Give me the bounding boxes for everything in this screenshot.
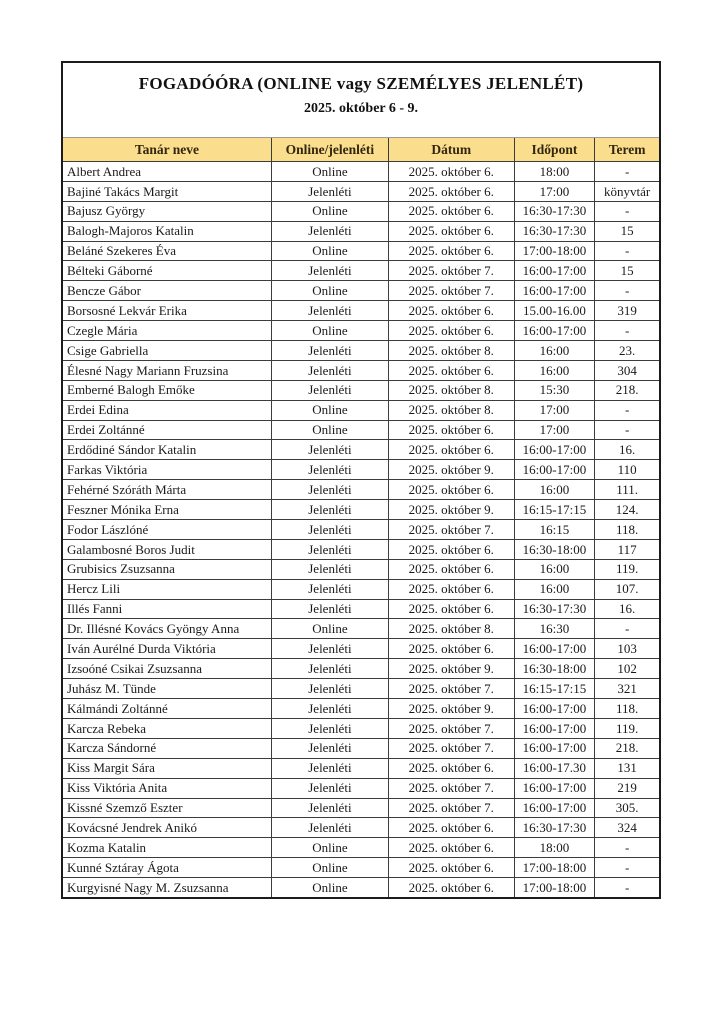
cell-time: 16:00-17:00 <box>514 798 595 818</box>
cell-mode: Online <box>271 838 388 858</box>
cell-date: 2025. október 6. <box>389 420 515 440</box>
cell-mode: Online <box>271 321 388 341</box>
cell-teacher-name: Csige Gabriella <box>62 341 271 361</box>
cell-date: 2025. október 6. <box>389 480 515 500</box>
cell-date: 2025. október 9. <box>389 460 515 480</box>
cell-time: 16:00-17:00 <box>514 281 595 301</box>
cell-time: 18:00 <box>514 838 595 858</box>
cell-mode: Jelenléti <box>271 599 388 619</box>
cell-date: 2025. október 7. <box>389 261 515 281</box>
cell-teacher-name: Farkas Viktória <box>62 460 271 480</box>
cell-teacher-name: Bajusz György <box>62 201 271 221</box>
cell-mode: Jelenléti <box>271 181 388 201</box>
column-header-mode: Online/jelenléti <box>271 138 388 162</box>
cell-date: 2025. október 6. <box>389 539 515 559</box>
table-row <box>62 798 660 818</box>
cell-time: 17:00 <box>514 400 595 420</box>
cell-room: 23. <box>595 341 660 361</box>
cell-time: 16:00-17:00 <box>514 699 595 719</box>
table-row <box>62 261 660 281</box>
table-header-row <box>62 138 660 162</box>
cell-teacher-name: Élesné Nagy Mariann Fruzsina <box>62 360 271 380</box>
cell-teacher-name: Kissné Szemző Eszter <box>62 798 271 818</box>
table-row <box>62 440 660 460</box>
cell-time: 17:00-18:00 <box>514 878 595 898</box>
title-cell <box>62 62 660 138</box>
cell-mode: Jelenléti <box>271 520 388 540</box>
table-row <box>62 520 660 540</box>
cell-mode: Jelenléti <box>271 559 388 579</box>
cell-teacher-name: Iván Aurélné Durda Viktória <box>62 639 271 659</box>
cell-date: 2025. október 6. <box>389 639 515 659</box>
table-row <box>62 679 660 699</box>
cell-time: 16:00-17:00 <box>514 321 595 341</box>
cell-room: - <box>595 321 660 341</box>
cell-date: 2025. október 7. <box>389 281 515 301</box>
cell-time: 15:30 <box>514 380 595 400</box>
cell-mode: Jelenléti <box>271 639 388 659</box>
cell-mode: Jelenléti <box>271 480 388 500</box>
cell-teacher-name: Balogh-Majoros Katalin <box>62 221 271 241</box>
table-row <box>62 838 660 858</box>
cell-teacher-name: Erdődiné Sándor Katalin <box>62 440 271 460</box>
cell-time: 17:00-18:00 <box>514 241 595 261</box>
table-row <box>62 539 660 559</box>
cell-date: 2025. október 7. <box>389 738 515 758</box>
cell-teacher-name: Illés Fanni <box>62 599 271 619</box>
cell-room: 218. <box>595 380 660 400</box>
table-row <box>62 559 660 579</box>
cell-teacher-name: Kiss Margit Sára <box>62 758 271 778</box>
cell-mode: Jelenléti <box>271 440 388 460</box>
table-row <box>62 619 660 639</box>
table-row <box>62 579 660 599</box>
cell-time: 17:00-18:00 <box>514 858 595 878</box>
cell-time: 16:00 <box>514 341 595 361</box>
cell-time: 16:00-17:00 <box>514 639 595 659</box>
table-row <box>62 878 660 898</box>
table-row <box>62 281 660 301</box>
table-body <box>62 162 660 898</box>
cell-room: 107. <box>595 579 660 599</box>
cell-teacher-name: Kunné Sztáray Ágota <box>62 858 271 878</box>
cell-teacher-name: Bajiné Takács Margit <box>62 181 271 201</box>
cell-date: 2025. október 9. <box>389 500 515 520</box>
cell-teacher-name: Borsosné Lekvár Erika <box>62 301 271 321</box>
cell-mode: Jelenléti <box>271 341 388 361</box>
cell-mode: Jelenléti <box>271 460 388 480</box>
cell-teacher-name: Kovácsné Jendrek Anikó <box>62 818 271 838</box>
cell-teacher-name: Bélteki Gáborné <box>62 261 271 281</box>
cell-date: 2025. október 6. <box>389 579 515 599</box>
cell-mode: Online <box>271 241 388 261</box>
table-row <box>62 718 660 738</box>
table-row <box>62 241 660 261</box>
cell-room: - <box>595 201 660 221</box>
cell-room: 119. <box>595 718 660 738</box>
cell-room: 15 <box>595 261 660 281</box>
cell-teacher-name: Czegle Mária <box>62 321 271 341</box>
cell-teacher-name: Kálmándi Zoltánné <box>62 699 271 719</box>
cell-time: 16:00 <box>514 360 595 380</box>
cell-mode: Online <box>271 201 388 221</box>
cell-teacher-name: Karcza Rebeka <box>62 718 271 738</box>
table-row <box>62 301 660 321</box>
cell-room: 118. <box>595 520 660 540</box>
cell-room: 219 <box>595 778 660 798</box>
cell-room: 16. <box>595 440 660 460</box>
cell-date: 2025. október 7. <box>389 679 515 699</box>
cell-room: - <box>595 858 660 878</box>
cell-room: - <box>595 162 660 182</box>
table-row <box>62 341 660 361</box>
cell-time: 16:15-17:15 <box>514 679 595 699</box>
table-row <box>62 858 660 878</box>
table-row <box>62 699 660 719</box>
cell-date: 2025. október 6. <box>389 201 515 221</box>
cell-teacher-name: Kiss Viktória Anita <box>62 778 271 798</box>
cell-room: 110 <box>595 460 660 480</box>
cell-teacher-name: Erdei Edina <box>62 400 271 420</box>
document-subtitle: 2025. október 6 - 9. <box>303 100 419 116</box>
table-row <box>62 201 660 221</box>
table-row <box>62 599 660 619</box>
cell-mode: Online <box>271 281 388 301</box>
cell-mode: Jelenléti <box>271 758 388 778</box>
cell-room: 103 <box>595 639 660 659</box>
cell-room: könyvtár <box>595 181 660 201</box>
column-header-time: Időpont <box>514 138 595 162</box>
cell-time: 16:30-17:30 <box>514 201 595 221</box>
cell-room: 15 <box>595 221 660 241</box>
cell-teacher-name: Kozma Katalin <box>62 838 271 858</box>
cell-time: 16:00 <box>514 559 595 579</box>
cell-room: - <box>595 420 660 440</box>
cell-mode: Jelenléti <box>271 221 388 241</box>
table-row <box>62 380 660 400</box>
cell-mode: Online <box>271 878 388 898</box>
cell-time: 16:00-17:00 <box>514 460 595 480</box>
cell-room: 305. <box>595 798 660 818</box>
cell-date: 2025. október 6. <box>389 599 515 619</box>
cell-teacher-name: Grubisics Zsuzsanna <box>62 559 271 579</box>
cell-teacher-name: Feszner Mónika Erna <box>62 500 271 520</box>
cell-time: 16:30-17:30 <box>514 818 595 838</box>
cell-room: 118. <box>595 699 660 719</box>
cell-mode: Jelenléti <box>271 579 388 599</box>
cell-date: 2025. október 7. <box>389 778 515 798</box>
cell-date: 2025. október 7. <box>389 718 515 738</box>
cell-teacher-name: Albert Andrea <box>62 162 271 182</box>
cell-time: 16:00-17:00 <box>514 738 595 758</box>
cell-time: 16:00-17:00 <box>514 718 595 738</box>
cell-room: - <box>595 400 660 420</box>
cell-teacher-name: Karcza Sándorné <box>62 738 271 758</box>
cell-time: 16:00-17:00 <box>514 261 595 281</box>
cell-date: 2025. október 6. <box>389 559 515 579</box>
cell-room: - <box>595 619 660 639</box>
cell-mode: Jelenléti <box>271 360 388 380</box>
cell-mode: Jelenléti <box>271 679 388 699</box>
cell-date: 2025. október 8. <box>389 619 515 639</box>
cell-date: 2025. október 7. <box>389 520 515 540</box>
table-row <box>62 480 660 500</box>
cell-room: 124. <box>595 500 660 520</box>
table-row <box>62 758 660 778</box>
cell-room: 324 <box>595 818 660 838</box>
cell-teacher-name: Galambosné Boros Judit <box>62 539 271 559</box>
cell-date: 2025. október 8. <box>389 380 515 400</box>
cell-room: 321 <box>595 679 660 699</box>
cell-teacher-name: Bencze Gábor <box>62 281 271 301</box>
table-row <box>62 500 660 520</box>
table-row <box>62 162 660 182</box>
document-title: FOGADÓÓRA (ONLINE vagy SZEMÉLYES JELENLÉT) <box>138 73 584 93</box>
cell-mode: Online <box>271 420 388 440</box>
column-header-teacher-name: Tanár neve <box>62 138 271 162</box>
table-row <box>62 321 660 341</box>
cell-date: 2025. október 6. <box>389 360 515 380</box>
table-row <box>62 181 660 201</box>
table-row <box>62 639 660 659</box>
cell-teacher-name: Fodor Lászlóné <box>62 520 271 540</box>
cell-date: 2025. október 6. <box>389 321 515 341</box>
cell-date: 2025. október 8. <box>389 400 515 420</box>
cell-mode: Online <box>271 619 388 639</box>
cell-time: 17:00 <box>514 181 595 201</box>
cell-teacher-name: Emberné Balogh Emőke <box>62 380 271 400</box>
cell-date: 2025. október 6. <box>389 440 515 460</box>
cell-time: 16:30 <box>514 619 595 639</box>
table-row <box>62 659 660 679</box>
cell-teacher-name: Izsoóné Csikai Zsuzsanna <box>62 659 271 679</box>
cell-date: 2025. október 9. <box>389 699 515 719</box>
cell-date: 2025. október 8. <box>389 341 515 361</box>
cell-teacher-name: Dr. Illésné Kovács Gyöngy Anna <box>62 619 271 639</box>
cell-time: 16:30-17:30 <box>514 599 595 619</box>
column-header-room: Terem <box>595 138 660 162</box>
cell-mode: Online <box>271 858 388 878</box>
cell-room: 131 <box>595 758 660 778</box>
cell-date: 2025. október 6. <box>389 162 515 182</box>
cell-room: 102 <box>595 659 660 679</box>
cell-mode: Jelenléti <box>271 818 388 838</box>
cell-time: 16:00 <box>514 480 595 500</box>
cell-teacher-name: Juhász M. Tünde <box>62 679 271 699</box>
cell-teacher-name: Fehérné Szóráth Márta <box>62 480 271 500</box>
column-header-date: Dátum <box>389 138 515 162</box>
cell-time: 16:30-17:30 <box>514 221 595 241</box>
office-hours-table <box>61 61 661 899</box>
cell-time: 18:00 <box>514 162 595 182</box>
table-row <box>62 400 660 420</box>
cell-date: 2025. október 6. <box>389 241 515 261</box>
table-row <box>62 778 660 798</box>
cell-room: 117 <box>595 539 660 559</box>
cell-time: 16:00-17:00 <box>514 440 595 460</box>
cell-room: - <box>595 241 660 261</box>
cell-time: 16:00-17.30 <box>514 758 595 778</box>
table-row <box>62 818 660 838</box>
cell-time: 16:30-18:00 <box>514 539 595 559</box>
table-row <box>62 460 660 480</box>
table-row <box>62 221 660 241</box>
cell-room: 319 <box>595 301 660 321</box>
cell-date: 2025. október 6. <box>389 758 515 778</box>
cell-date: 2025. október 6. <box>389 818 515 838</box>
cell-mode: Jelenléti <box>271 699 388 719</box>
cell-time: 16:15 <box>514 520 595 540</box>
cell-teacher-name: Hercz Lili <box>62 579 271 599</box>
cell-mode: Jelenléti <box>271 301 388 321</box>
cell-time: 15.00-16.00 <box>514 301 595 321</box>
table-row <box>62 360 660 380</box>
cell-mode: Jelenléti <box>271 778 388 798</box>
cell-mode: Jelenléti <box>271 500 388 520</box>
cell-room: 119. <box>595 559 660 579</box>
cell-mode: Online <box>271 400 388 420</box>
cell-date: 2025. október 6. <box>389 838 515 858</box>
cell-date: 2025. október 6. <box>389 878 515 898</box>
cell-mode: Jelenléti <box>271 261 388 281</box>
cell-teacher-name: Beláné Szekeres Éva <box>62 241 271 261</box>
cell-time: 16:00-17:00 <box>514 778 595 798</box>
cell-mode: Jelenléti <box>271 718 388 738</box>
cell-room: 304 <box>595 360 660 380</box>
cell-time: 16:30-18:00 <box>514 659 595 679</box>
cell-mode: Jelenléti <box>271 738 388 758</box>
cell-room: 16. <box>595 599 660 619</box>
cell-teacher-name: Erdei Zoltánné <box>62 420 271 440</box>
cell-room: 111. <box>595 480 660 500</box>
cell-mode: Jelenléti <box>271 539 388 559</box>
cell-mode: Jelenléti <box>271 659 388 679</box>
cell-mode: Jelenléti <box>271 798 388 818</box>
table-row <box>62 738 660 758</box>
cell-teacher-name: Kurgyisné Nagy M. Zsuzsanna <box>62 878 271 898</box>
table-row <box>62 420 660 440</box>
cell-date: 2025. október 6. <box>389 301 515 321</box>
cell-mode: Jelenléti <box>271 380 388 400</box>
cell-time: 16:15-17:15 <box>514 500 595 520</box>
cell-time: 17:00 <box>514 420 595 440</box>
cell-date: 2025. október 9. <box>389 659 515 679</box>
cell-date: 2025. október 7. <box>389 798 515 818</box>
cell-time: 16:00 <box>514 579 595 599</box>
title-row <box>62 62 660 138</box>
cell-mode: Online <box>271 162 388 182</box>
cell-room: 218. <box>595 738 660 758</box>
cell-date: 2025. október 6. <box>389 181 515 201</box>
cell-room: - <box>595 281 660 301</box>
cell-date: 2025. október 6. <box>389 221 515 241</box>
cell-room: - <box>595 878 660 898</box>
cell-room: - <box>595 838 660 858</box>
cell-date: 2025. október 6. <box>389 858 515 878</box>
